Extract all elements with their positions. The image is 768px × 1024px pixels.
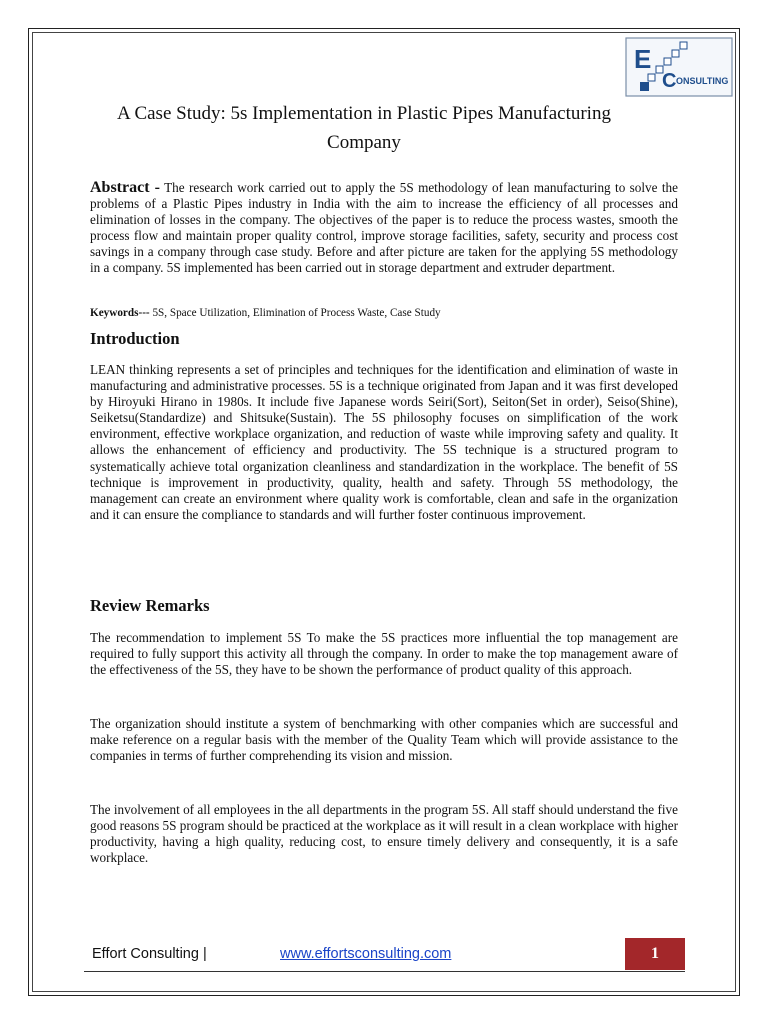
page-title: A Case Study: 5s Implementation in Plastic Pipes Manufacturing Company xyxy=(117,103,611,153)
logo-company-initial: C xyxy=(662,70,677,92)
keywords-line xyxy=(90,305,678,321)
logo-company-name: ONSULTING xyxy=(676,76,729,86)
abstract-paragraph xyxy=(90,180,678,277)
logo-letter: E xyxy=(634,44,652,74)
keywords-label: Keywords--- xyxy=(90,307,150,319)
footer-company-rest: Consulting | xyxy=(126,946,207,962)
footer-company-bold: Effort xyxy=(92,946,127,962)
review-paragraph-3: The involvement of all employees in the all departments in the program 5S. All staff should understand the five good reasons 5S program should be practiced at the workplace as it will result in a clean workplace with higher productivity, having a high quality, reducing cost, to ensure timely delivery and consequently, it is a safe workplace. xyxy=(90,802,678,866)
introduction-heading: Introduction xyxy=(90,329,180,348)
page-number-badge: 1 xyxy=(625,938,685,970)
abstract-text: The research work carried out to apply the 5S methodology of lean manufacturing to solve the problems of a Plastic Pipes industry in India with the aim to increase the efficiency of all processes and elimination of losses in the company. The objectives of the paper is to reduce the process wastes, smooth the process flow and maintain proper quality control, improve storage facilities, safety, security and process cost savings in a company through case study. Before and after picture are taken for the applying 5S methodology in a company. 5S implemented has been carried out in storage department and extruder department. xyxy=(90,180,678,276)
review-paragraph-2: The organization should institute a system of benchmarking with other companies which are successful and make reference on a regular basis with the member of the Quality Team which will provide assistance to the companies in terms of further comprehending its vision and mission. xyxy=(90,716,678,764)
introduction-paragraph: LEAN thinking represents a set of principles and techniques for the identification and elimination of waste in manufacturing and administrative processes. 5S is a technique originated from Japan and it was first developed by Hiroyuki Hirano in 1980s. It include five Japanese words Seiri(Sort), Seiton(Set in order), Seiso(Shine), Seiketsu(Standardize) and Shitsuke(Sustain). The 5S philosophy focuses on simplification of the work environment, effective workplace organization, and reduction of waste while improving safety and quality. It allows the enhancement of efficiency and productivity. The 5S technique is a structured program to systematically achieve total organization cleanliness and standardization in the workplace. The benefit of 5S technique is improvement in productivity, quality, health and safety. Through 5S methodology, the management can create an environment where quality work is comfortable, clean and safe in the organization and it can ensure the compliance to standards and will further foster continuous improvement. xyxy=(90,362,678,522)
footer-company xyxy=(92,946,207,962)
keywords-text: 5S, Space Utilization, Elimination of Process Waste, Case Study xyxy=(149,307,441,319)
review-remarks-heading: Review Remarks xyxy=(90,596,210,615)
effort-consulting-logo xyxy=(624,36,734,98)
footer-divider xyxy=(84,971,685,972)
abstract-label: Abstract - xyxy=(90,179,160,196)
footer-website-link[interactable]: www.effortsconsulting.com xyxy=(280,946,452,962)
review-paragraph-1: The recommendation to implement 5S To make the 5S practices more influential the top management are required to fully support this activity all through the company. In order to make the top management aware of the effectiveness of the 5S, they have to be shown the performance of product quality of this approach. xyxy=(90,630,678,678)
